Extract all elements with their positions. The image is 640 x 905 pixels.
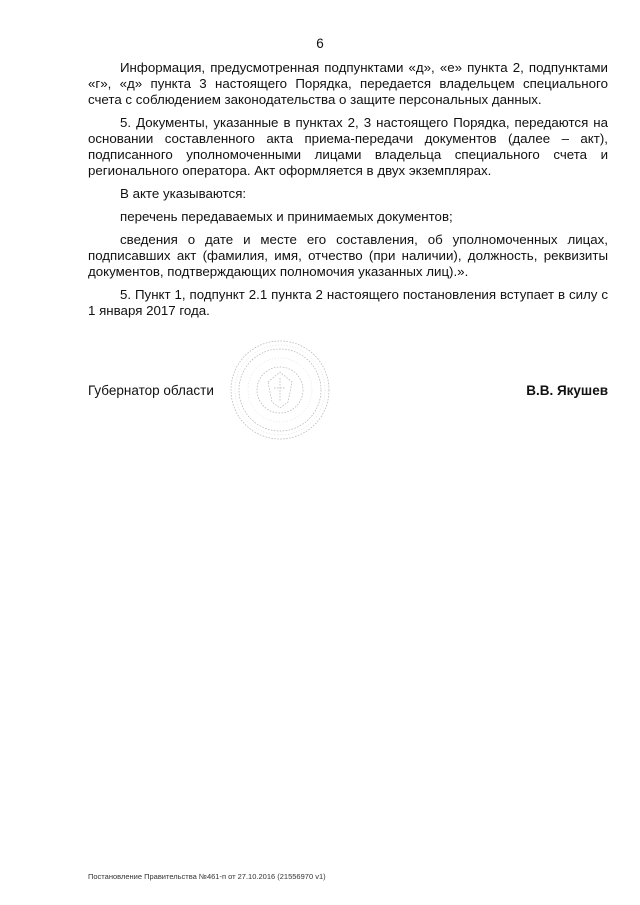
paragraph-personal-data: Информация, предусмотренная подпунктами «д», «е» пункта 2, подпунктами «г», «д» пункта 3 настоящего Порядка, передается владельцем специального счета с соблюдением законодательства о защите персональных данных.: [88, 60, 608, 107]
signatory-name: В.В. Якушев: [526, 383, 608, 398]
paragraph-documents-list: перечень передаваемых и принимаемых документов;: [120, 209, 453, 224]
paragraph-authorized-persons: сведения о дате и месте его составления, об уполномоченных лицах, подписавших акт (фамилия, имя, отчество (при наличии), должность, реквизиты документов, подтверждающих полномочия указанных лиц).».: [88, 232, 608, 279]
document-body: [88, 60, 608, 326]
paragraph-transfer-act: 5. Документы, указанные в пунктах 2, 3 настоящего Порядка, передаются на основании составленного акта приема-передачи документов (далее – акт), подписанного уполномоченными лицами владельца специального счета и регионального оператора. Акт оформляется в двух экземплярах.: [88, 115, 608, 178]
document-footer: Постановление Правительства №461-п от 27.10.2016 (21556970 v1): [88, 872, 326, 881]
signatory-position: Губернатор области: [88, 383, 214, 398]
page-number: 6: [316, 36, 324, 51]
paragraph-effective-date: 5. Пункт 1, подпункт 2.1 пункта 2 настоящего постановления вступает в силу с 1 января 2017 года.: [88, 287, 608, 318]
signature-block: [88, 383, 608, 403]
paragraph-act-contents-intro: В акте указываются:: [120, 186, 247, 201]
